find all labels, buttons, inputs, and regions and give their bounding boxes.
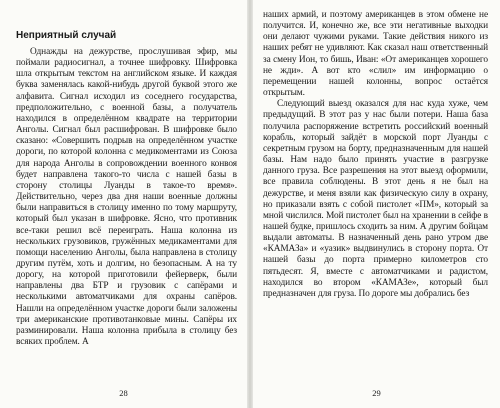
section-heading: Неприятный случай — [16, 30, 117, 41]
right-page — [253, 0, 500, 408]
paragraph: наших армий, и поэтому американцев в этом обмене не получится. И, конечно же, все эти негативные выходки они делают чужими руками. Такие действия никого из наших ребят не удивляют. Как сказал наш ответственный за смену Ион, то бишь, Иван: «От американцев хорошего не жди». А вот кто «слил» им информацию о перемещении нашей колонны, вопрос остаётся открытым. — [263, 10, 488, 99]
page-number-left: 28 — [119, 388, 128, 398]
page-number-right: 29 — [372, 388, 381, 398]
left-page — [0, 0, 247, 408]
paragraph: Однажды на дежурстве, прослушивая эфир, мы поймали радиосигнал, а точнее шифровку. Шифровка шла открытым текстом на английском языке. И каждая буква заменялась какой-нибудь другой буквой этого же алфавита. Сигнал исходил из соседнего государства, предположительно, с военной базы, а получатель находился в определённом квадрате на территории Анголы. Сигнал был расшифрован. В шифровке было сказано: «Совершить подрыв на определённом участке дороги, по которой колонна с медикоментами из Союза для народа Анголы в сопровождении военного конвоя будет направлена такого-то числа с нашей базы в сторону столицы Луанды в такое-то время». Действительно, через два дня наши военные должны были направиться в столицу именно по тому маршруту, который был указан в шифровке. Ясно, что противник все-таки решил всё переиграть. Наша колонна из нескольких грузовиков, гружённых медикаментами для помощи населению Анголы, была направлена в столицу другим путём, хоть и долгим, но безопасным. А на ту дорогу, на которой приготовили фейерверк, были направлены два БТР и грузовик с сапёрами и несколькими автоматчиками для охраны сапёров. Нашли на определённом участке дороги были заложены три американские противотанковые мины. Сапёры их разминировали. Наша колонна прибыла в столицу без всяких проблем. А — [16, 47, 237, 348]
paragraph: Следующий выезд оказался для нас куда хуже, чем предыдущий. В этот раз у нас были потери. Наша база получила распоряжение встретить российский военный корабль, который зайдёт в морской порт Луанды с секретным грузом на борту, предназначенным для нашей базы. Нам надо было принять участие в разгрузке данного груза. Все разрешения на этот выезд оформили, все правила соблюдены. В этот день я не был на дежурстве, и меня взяли как физическую силу в охрану, но приказали взять с собой пистолет «ПМ», который за мной числился. Мой пистолет был на хранении в сейфе в нашей будке, пришлось сходить за ним. А другим бойцам выдали автоматы. В назначенный день рано утром две «КАМАЗа» и «уазик» выдвинулись в сторону порта. От нашей базы до порта примерно километров сто пятьдесят. Я, вместе с автоматчиками и радистом, находился во втором «КАМАЗе», который был предназначен для груза. По дороге мы добрались без — [263, 99, 488, 299]
